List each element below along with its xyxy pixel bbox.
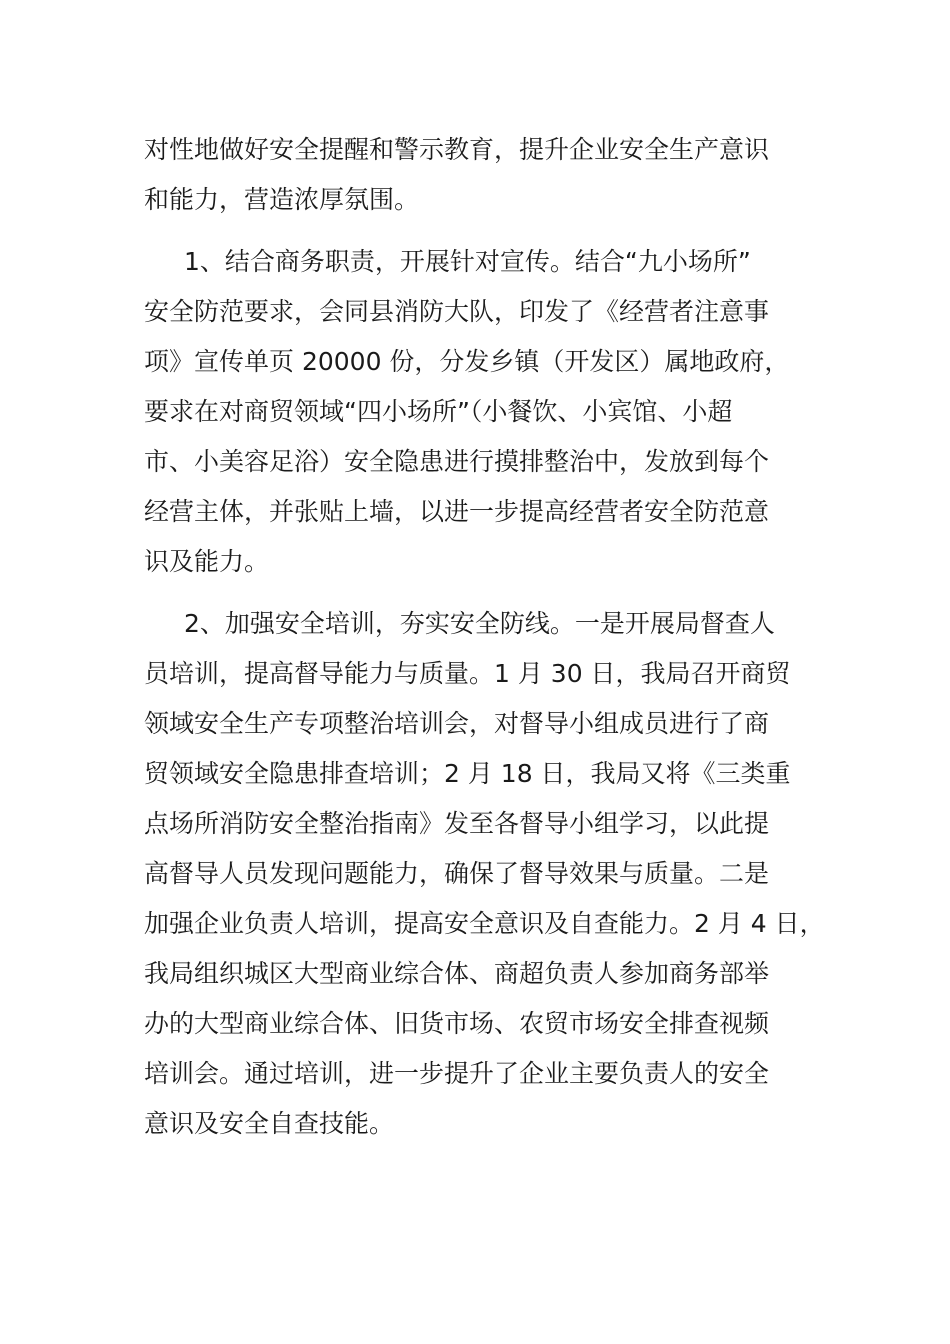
document-body: [144, 125, 834, 1149]
text-line: 意识及安全自查技能。: [144, 1109, 395, 1138]
text-line: 办的大型商业综合体、旧货市场、农贸市场安全排查视频: [144, 1009, 770, 1038]
paragraph-intro-continuation: [144, 125, 834, 225]
text-line: 市、小美容足浴）安全隐患进行摸排整治中，发放到每个: [144, 447, 770, 476]
text-line: 项》宣传单页 20000 份，分发乡镇（开发区）属地政府，: [144, 347, 790, 376]
text-line: 经营主体，并张贴上墙，以进一步提高经营者安全防范意: [144, 497, 770, 526]
text-line: 对性地做好安全提醒和警示教育，提升企业安全生产意识: [144, 135, 770, 164]
text-line: 领域安全生产专项整治培训会，对督导小组成员进行了商: [144, 709, 770, 738]
paragraph-item-1: [144, 237, 834, 587]
text-line: 要求在对商贸领域“四小场所”（小餐饮、小宾馆、小超: [144, 397, 733, 426]
text-line: 我局组织城区大型商业综合体、商超负责人参加商务部举: [144, 959, 770, 988]
text-line: 安全防范要求，会同县消防大队，印发了《经营者注意事: [144, 297, 770, 326]
text-line: 加强企业负责人培训，提高安全意识及自查能力。2 月 4 日，: [144, 909, 825, 938]
text-line-first: 2、加强安全培训，夯实安全防线。一是开展局督查人: [184, 609, 775, 638]
text-line-first: 1、结合商务职责，开展针对宣传。结合“九小场所”: [184, 247, 751, 276]
text-line: 贸领域安全隐患排查培训；2 月 18 日，我局又将《三类重: [144, 759, 791, 788]
text-line: 识及能力。: [144, 547, 270, 576]
text-line: 员培训，提高督导能力与质量。1 月 30 日，我局召开商贸: [144, 659, 791, 688]
text-line: 培训会。通过培训，进一步提升了企业主要负责人的安全: [144, 1059, 770, 1088]
text-line: 高督导人员发现问题能力，确保了督导效果与质量。二是: [144, 859, 770, 888]
paragraph-item-2: [144, 599, 834, 1149]
text-line: 和能力，营造浓厚氛围。: [144, 185, 420, 214]
text-line: 点场所消防安全整治指南》发至各督导小组学习，以此提: [144, 809, 770, 838]
